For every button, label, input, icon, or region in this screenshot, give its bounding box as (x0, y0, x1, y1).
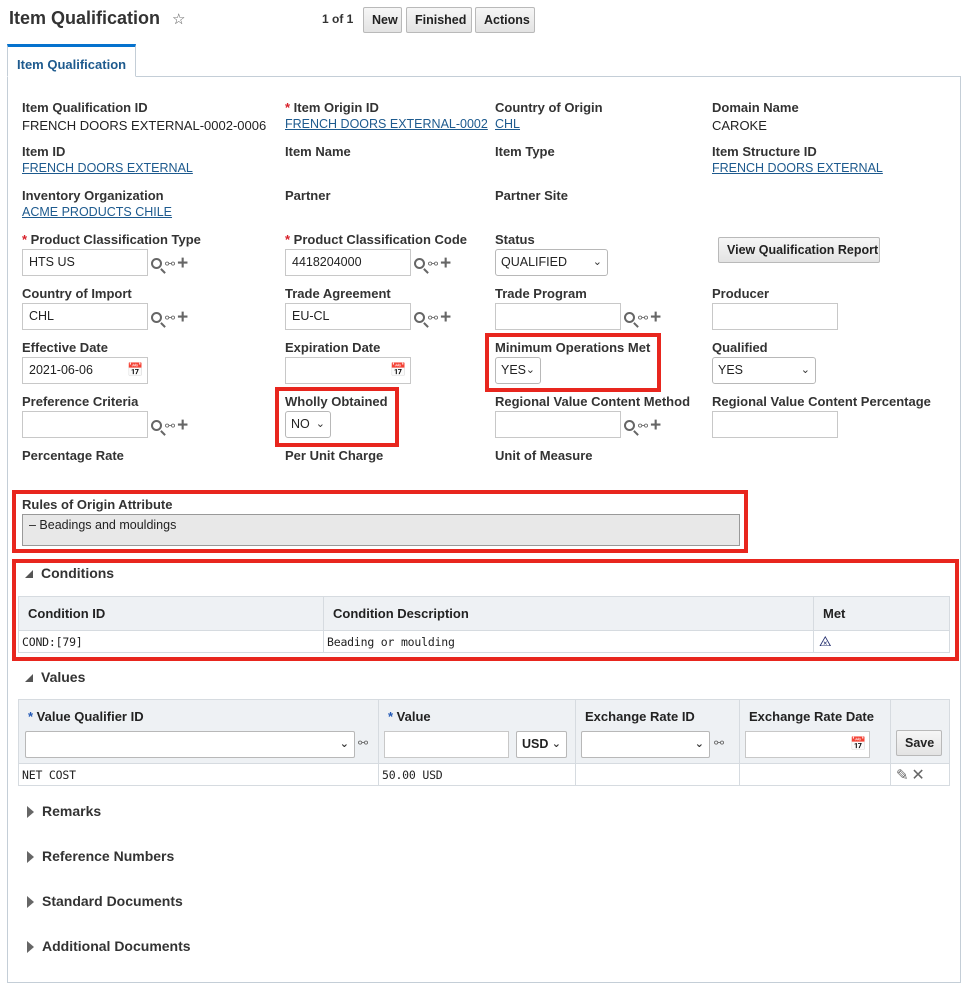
value-qualifier-cell: NET COST (19, 764, 379, 786)
expand-icon (27, 806, 34, 818)
favorite-star-icon[interactable]: ☆ (172, 11, 186, 28)
chevron-down-icon: ⌄ (315, 418, 325, 430)
add-icon[interactable]: + (177, 252, 189, 274)
search-icon[interactable] (414, 312, 425, 323)
collapse-icon (25, 674, 33, 682)
currency-select[interactable] (516, 731, 567, 758)
currency-value: USD (522, 737, 549, 751)
save-button[interactable]: Save (896, 730, 942, 756)
met-header: Met (814, 597, 950, 631)
country-of-origin-link[interactable]: CHL (495, 117, 521, 131)
inventory-organization-link[interactable]: ACME PRODUCTS CHILE (22, 205, 173, 219)
glasses-icon[interactable]: ⚯ (638, 418, 649, 433)
required-indicator: * (388, 709, 397, 724)
exchange-rate-id-select[interactable] (581, 731, 710, 758)
calendar-icon[interactable]: 📅 (850, 737, 867, 752)
conditions-section-header[interactable]: Conditions (25, 565, 114, 581)
chevron-down-icon: ⌄ (800, 364, 810, 376)
view-qualification-report-button[interactable]: View Qualification Report (718, 237, 880, 263)
chevron-down-icon: ⌄ (694, 738, 704, 750)
preference-criteria-input[interactable] (22, 411, 148, 438)
item-structure-id-label: Item Structure ID (712, 144, 817, 159)
edit-icon[interactable]: ✎ (896, 766, 909, 784)
highlight-box (485, 333, 661, 392)
status-select-value: QUALIFIED (501, 255, 567, 269)
search-icon[interactable] (151, 420, 162, 431)
search-icon[interactable] (624, 312, 635, 323)
condition-description-header: Condition Description (324, 597, 814, 631)
unit-of-measure-label: Unit of Measure (495, 448, 593, 463)
producer-input[interactable] (712, 303, 838, 330)
exchange-rate-date-cell (740, 764, 891, 786)
required-indicator: * (285, 232, 294, 247)
required-indicator: * (22, 232, 31, 247)
qualified-value: YES (718, 363, 744, 377)
qualified-select[interactable] (712, 357, 816, 384)
expiration-date-input[interactable] (285, 357, 411, 384)
rvc-method-input[interactable] (495, 411, 621, 438)
page-title: Item Qualification (9, 8, 161, 28)
value-qualifier-id-header: * Value Qualifier ID ⌄ ⚯ (19, 700, 379, 764)
minimum-operations-met-value: YES (501, 363, 527, 377)
new-button[interactable]: New (363, 7, 402, 33)
record-pager: 1 of 1 (322, 12, 354, 26)
partner-site-label: Partner Site (495, 188, 568, 203)
highlight-box (12, 490, 748, 553)
rules-of-origin-label: Rules of Origin Attribute (22, 497, 173, 512)
search-icon[interactable] (624, 420, 635, 431)
reference-numbers-section-header[interactable]: Reference Numbers (27, 848, 174, 864)
product-classification-type-label: * Product Classification Type (22, 232, 201, 247)
actions-button[interactable]: Actions (475, 7, 535, 33)
glasses-icon[interactable]: ⚯ (428, 310, 439, 325)
glasses-icon[interactable]: ⚯ (165, 256, 176, 271)
domain-name-value: CAROKE (712, 118, 767, 133)
wholly-obtained-value: NO (291, 417, 310, 431)
country-of-import-input[interactable]: CHL (22, 303, 148, 330)
conditions-table (18, 596, 950, 653)
add-icon[interactable]: + (650, 306, 662, 328)
expand-icon (27, 941, 34, 953)
country-of-origin-label: Country of Origin (495, 100, 603, 115)
rvc-method-actions (624, 414, 662, 436)
country-of-import-actions (151, 306, 189, 328)
trade-agreement-input[interactable]: EU-CL (285, 303, 411, 330)
highlight-box (275, 387, 399, 447)
delete-icon[interactable]: ✕ (911, 765, 925, 784)
add-icon[interactable]: + (440, 306, 452, 328)
product-classification-code-input[interactable]: 4418204000 (285, 249, 411, 276)
item-id-link[interactable]: FRENCH DOORS EXTERNAL (22, 161, 193, 175)
condition-description-cell: Beading or moulding (324, 631, 814, 653)
add-icon[interactable]: + (177, 306, 189, 328)
finished-button[interactable]: Finished (406, 7, 472, 33)
condition-id-cell: COND:[79] (19, 631, 324, 653)
trade-agreement-actions (414, 306, 452, 328)
wholly-obtained-label: Wholly Obtained (285, 394, 388, 409)
expand-icon (27, 851, 34, 863)
value-header: * Value USD ⌄ (379, 700, 576, 764)
trade-agreement-label: Trade Agreement (285, 286, 391, 301)
collapse-icon (25, 570, 33, 578)
glasses-icon[interactable]: ⚯ (358, 736, 369, 750)
required-indicator: * (28, 709, 37, 724)
expand-icon (27, 896, 34, 908)
values-section-header[interactable]: Values (25, 669, 85, 685)
trade-program-actions (624, 306, 662, 328)
table-row (19, 764, 950, 786)
product-classification-code-label: * Product Classification Code (285, 232, 468, 247)
country-of-import-label: Country of Import (22, 286, 132, 301)
value-qualifier-id-select[interactable] (25, 731, 355, 758)
met-cell (814, 631, 950, 653)
item-type-label: Item Type (495, 144, 555, 159)
product-classification-type-input[interactable]: HTS US (22, 249, 148, 276)
item-origin-id-label: * Item Origin ID (285, 100, 379, 115)
product-classification-type-actions (151, 252, 189, 274)
tab-item-qualification[interactable]: Item Qualification (7, 44, 136, 77)
effective-date-input[interactable] (22, 357, 148, 384)
table-row (19, 631, 950, 653)
expiration-date-label: Expiration Date (285, 340, 381, 355)
item-name-label: Item Name (285, 144, 351, 159)
item-qualification-id-value: FRENCH DOORS EXTERNAL-0002-0006 (22, 118, 267, 133)
inventory-organization-label: Inventory Organization (22, 188, 164, 203)
exchange-rate-date-input[interactable] (745, 731, 870, 758)
glasses-icon[interactable]: ⚯ (428, 256, 439, 271)
calendar-icon[interactable]: 📅 (127, 363, 144, 378)
search-icon[interactable] (414, 258, 425, 269)
exchange-rate-date-header: Exchange Rate Date 📅 (740, 700, 891, 764)
search-icon[interactable] (151, 258, 162, 269)
rvc-method-label: Regional Value Content Method (495, 394, 691, 409)
item-qualification-id-label: Item Qualification ID (22, 100, 148, 115)
item-structure-id-link[interactable]: FRENCH DOORS EXTERNAL (712, 161, 883, 175)
item-origin-id-link[interactable]: FRENCH DOORS EXTERNAL-0002 (285, 117, 488, 131)
add-icon[interactable]: + (177, 414, 189, 436)
preference-criteria-label: Preference Criteria (22, 394, 139, 409)
value-cell: 50.00 USD (379, 764, 576, 786)
qualified-label: Qualified (712, 340, 768, 355)
rules-of-origin-textarea[interactable]: – Beadings and mouldings (22, 514, 740, 546)
glasses-icon[interactable]: ⚯ (165, 310, 176, 325)
required-indicator: * (285, 100, 294, 115)
partner-label: Partner (285, 188, 331, 203)
met-check-icon: ⨻ (819, 633, 832, 650)
domain-name-label: Domain Name (712, 100, 799, 115)
rvc-percentage-input[interactable] (712, 411, 838, 438)
per-unit-charge-label: Per Unit Charge (285, 448, 384, 463)
remarks-section-header[interactable]: Remarks (27, 803, 101, 819)
glasses-icon[interactable]: ⚯ (165, 418, 176, 433)
chevron-down-icon: ⌄ (551, 738, 561, 750)
exchange-rate-id-header: Exchange Rate ID ⌄ ⚯ (576, 700, 740, 764)
value-input[interactable] (384, 731, 509, 758)
trade-program-input[interactable] (495, 303, 621, 330)
item-id-label: Item ID (22, 144, 66, 159)
status-select[interactable] (495, 249, 608, 276)
condition-id-header: Condition ID (19, 597, 324, 631)
calendar-icon[interactable]: 📅 (390, 363, 407, 378)
minimum-operations-met-label: Minimum Operations Met (495, 340, 651, 355)
producer-label: Producer (712, 286, 770, 301)
save-header (891, 700, 950, 764)
preference-criteria-actions (151, 414, 189, 436)
add-icon[interactable]: + (440, 252, 452, 274)
trade-program-label: Trade Program (495, 286, 587, 301)
status-label: Status (495, 232, 535, 247)
values-table (18, 699, 950, 786)
standard-documents-section-header[interactable]: Standard Documents (27, 893, 183, 909)
effective-date-value: 2021-06-06 (29, 363, 93, 377)
glasses-icon[interactable]: ⚯ (714, 736, 725, 750)
search-icon[interactable] (151, 312, 162, 323)
add-icon[interactable]: + (650, 414, 662, 436)
exchange-rate-id-cell (576, 764, 740, 786)
rvc-percentage-label: Regional Value Content Percentage (712, 394, 931, 409)
chevron-down-icon: ⌄ (592, 256, 602, 268)
glasses-icon[interactable]: ⚯ (638, 310, 649, 325)
row-actions-cell (891, 764, 950, 786)
percentage-rate-label: Percentage Rate (22, 448, 124, 463)
additional-documents-section-header[interactable]: Additional Documents (27, 938, 191, 954)
effective-date-label: Effective Date (22, 340, 108, 355)
product-classification-code-actions (414, 252, 452, 274)
chevron-down-icon: ⌄ (339, 738, 349, 750)
chevron-down-icon: ⌄ (525, 364, 535, 376)
